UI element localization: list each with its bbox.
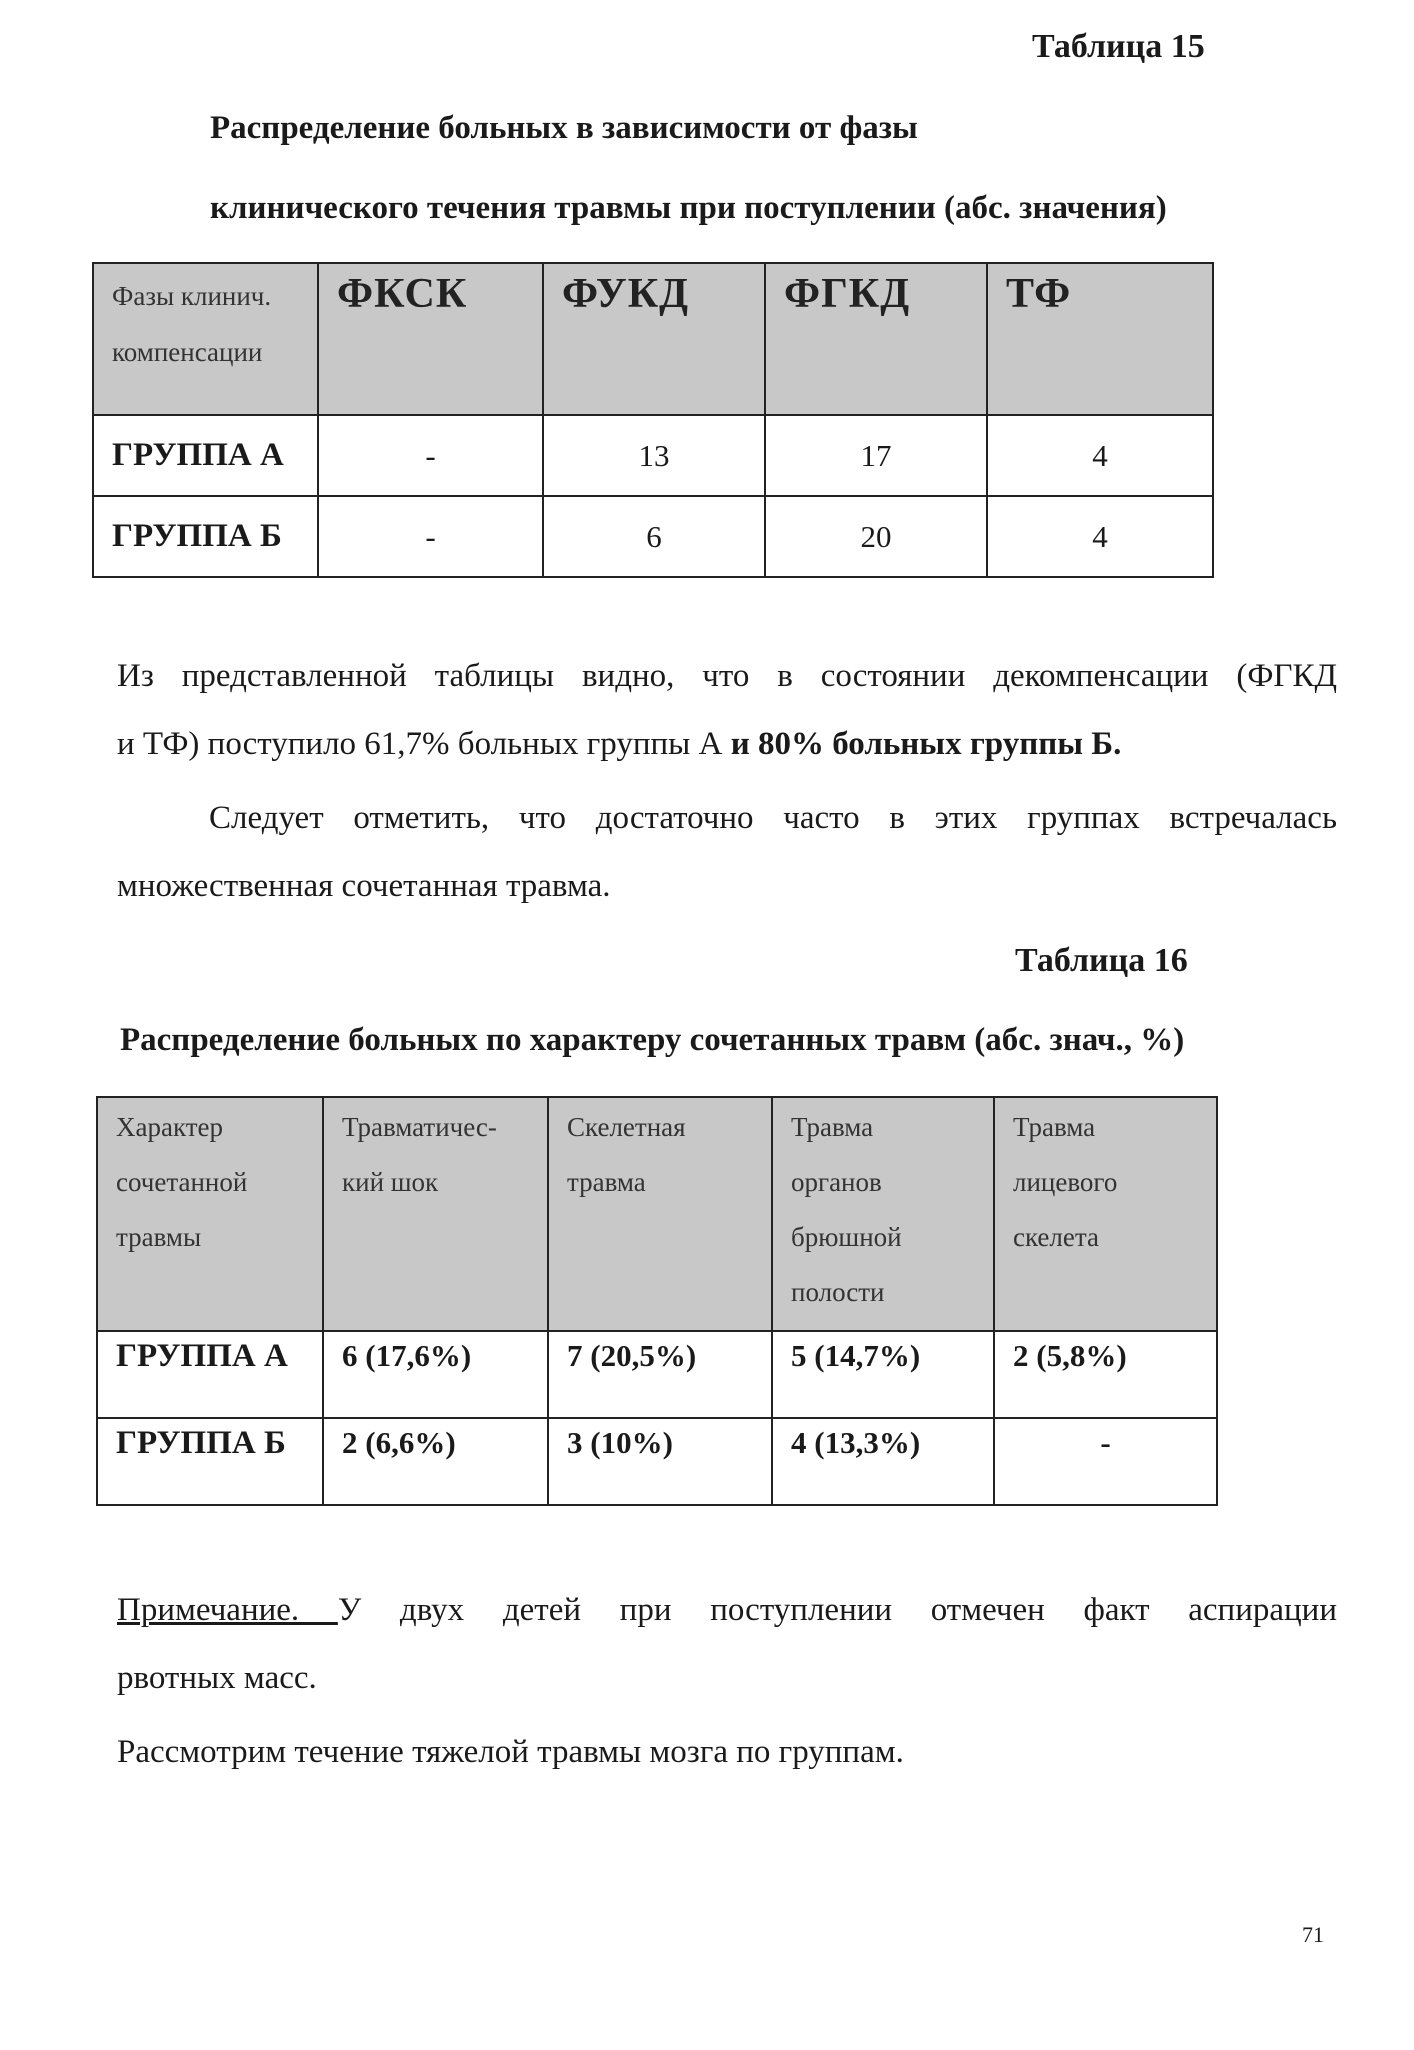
- paragraph-1-line2-bold: и 80% больных группы Б.: [730, 726, 1122, 762]
- table15-header-row: [93, 263, 1213, 415]
- table16-row: [97, 1331, 1217, 1418]
- table16-header-line: травма: [567, 1167, 646, 1197]
- table15-column-header: ФГКД: [765, 263, 987, 415]
- table16-column-header: [97, 1097, 323, 1331]
- table15-header-first-line1: Фазы клинич.: [112, 281, 272, 311]
- table15-cell: 4: [987, 415, 1213, 496]
- table15-cell: 20: [765, 496, 987, 577]
- table15-row: [93, 496, 1213, 577]
- table15-cell: 4: [987, 496, 1213, 577]
- table16-header-line: брюшной: [791, 1222, 902, 1252]
- table16-header-line: органов: [791, 1167, 882, 1197]
- table16-header-row: [97, 1097, 1217, 1331]
- page-number: 71: [1302, 1922, 1324, 1947]
- paragraph-1-line1: Из представленной таблицы видно, что в состоянии декомпенсации (ФГКД: [117, 658, 1337, 694]
- table16-caption: Распределение больных по характеру сочетанных травм (абс. знач., %): [120, 1022, 1185, 1058]
- table16-cell: 7 (20,5%): [548, 1331, 772, 1418]
- table15-column-header: ФУКД: [543, 263, 765, 415]
- note-line2: рвотных масс.: [117, 1660, 317, 1696]
- paragraph-1: [117, 642, 1337, 778]
- paragraph-2: [117, 784, 1337, 920]
- note-line1-rest: У двух детей при поступлении отмечен факт аспирации: [337, 1592, 1337, 1628]
- table15-cell: -: [318, 415, 543, 496]
- table16-header-line: травмы: [116, 1222, 202, 1252]
- table16-column-header: [323, 1097, 548, 1331]
- paragraph-2-line1: Следует отметить, что достаточно часто в этих группах встречалась: [209, 800, 1337, 836]
- table16-header-line: Характер: [116, 1112, 224, 1142]
- table15-column-header: ФКСК: [318, 263, 543, 415]
- table15-header-first-line2: компенсации: [112, 337, 263, 367]
- paragraph-2-line2: множественная сочетанная травма.: [117, 868, 611, 904]
- table16-header-line: полости: [791, 1277, 885, 1307]
- table15-caption-line1: Распределение больных в зависимости от фазы: [210, 110, 918, 146]
- table16: [96, 1096, 1218, 1506]
- table15-column-header: ТФ: [987, 263, 1213, 415]
- table16-header-line: сочетанной: [116, 1167, 248, 1197]
- table15-label: Таблица 15: [1032, 28, 1205, 65]
- table16-header-line: Травматичес-: [342, 1112, 497, 1142]
- table16-header-line: лицевого: [1013, 1167, 1118, 1197]
- paragraph-1-line2: [117, 710, 1337, 778]
- table15: [92, 262, 1214, 578]
- table16-header-line: скелета: [1013, 1222, 1099, 1252]
- table16-header-line: Скелетная: [567, 1112, 686, 1142]
- table15-row: [93, 415, 1213, 496]
- table16-header-line: Травма: [1013, 1112, 1096, 1142]
- table15-cell: 6: [543, 496, 765, 577]
- table15-header-cell: [93, 263, 318, 415]
- table16-cell: -: [994, 1418, 1217, 1505]
- table16-column-header: [772, 1097, 994, 1331]
- table16-cell: 2 (5,8%): [994, 1331, 1217, 1418]
- table16-row-label: ГРУППА Б: [97, 1418, 323, 1505]
- table16-label: Таблица 16: [1015, 942, 1188, 979]
- note-line1: [117, 1576, 1337, 1644]
- note-label: Примечание.: [117, 1592, 338, 1628]
- table16-header-line: кий шок: [342, 1167, 439, 1197]
- table15-row-label: ГРУППА А: [93, 415, 318, 496]
- table16-cell: 4 (13,3%): [772, 1418, 994, 1505]
- table15-caption-line2: клинического течения травмы при поступлении (абс. значения): [210, 190, 1167, 226]
- paragraph-1-line2-normal: и ТФ) поступило 61,7% больных группы А: [117, 726, 731, 762]
- table16-row-label: ГРУППА А: [97, 1331, 323, 1418]
- table16-cell: 2 (6,6%): [323, 1418, 548, 1505]
- table16-row: [97, 1418, 1217, 1505]
- table16-cell: 5 (14,7%): [772, 1331, 994, 1418]
- table16-cell: 6 (17,6%): [323, 1331, 548, 1418]
- table16-cell: 3 (10%): [548, 1418, 772, 1505]
- note-paragraph: [117, 1576, 1337, 1712]
- table15-cell: 17: [765, 415, 987, 496]
- table15-cell: -: [318, 496, 543, 577]
- closing-sentence: Рассмотрим течение тяжелой травмы мозга по группам.: [117, 1734, 904, 1770]
- table16-column-header: [548, 1097, 772, 1331]
- table15-row-label: ГРУППА Б: [93, 496, 318, 577]
- table15-cell: 13: [543, 415, 765, 496]
- table16-header-line: Травма: [791, 1112, 874, 1142]
- table16-column-header: [994, 1097, 1217, 1331]
